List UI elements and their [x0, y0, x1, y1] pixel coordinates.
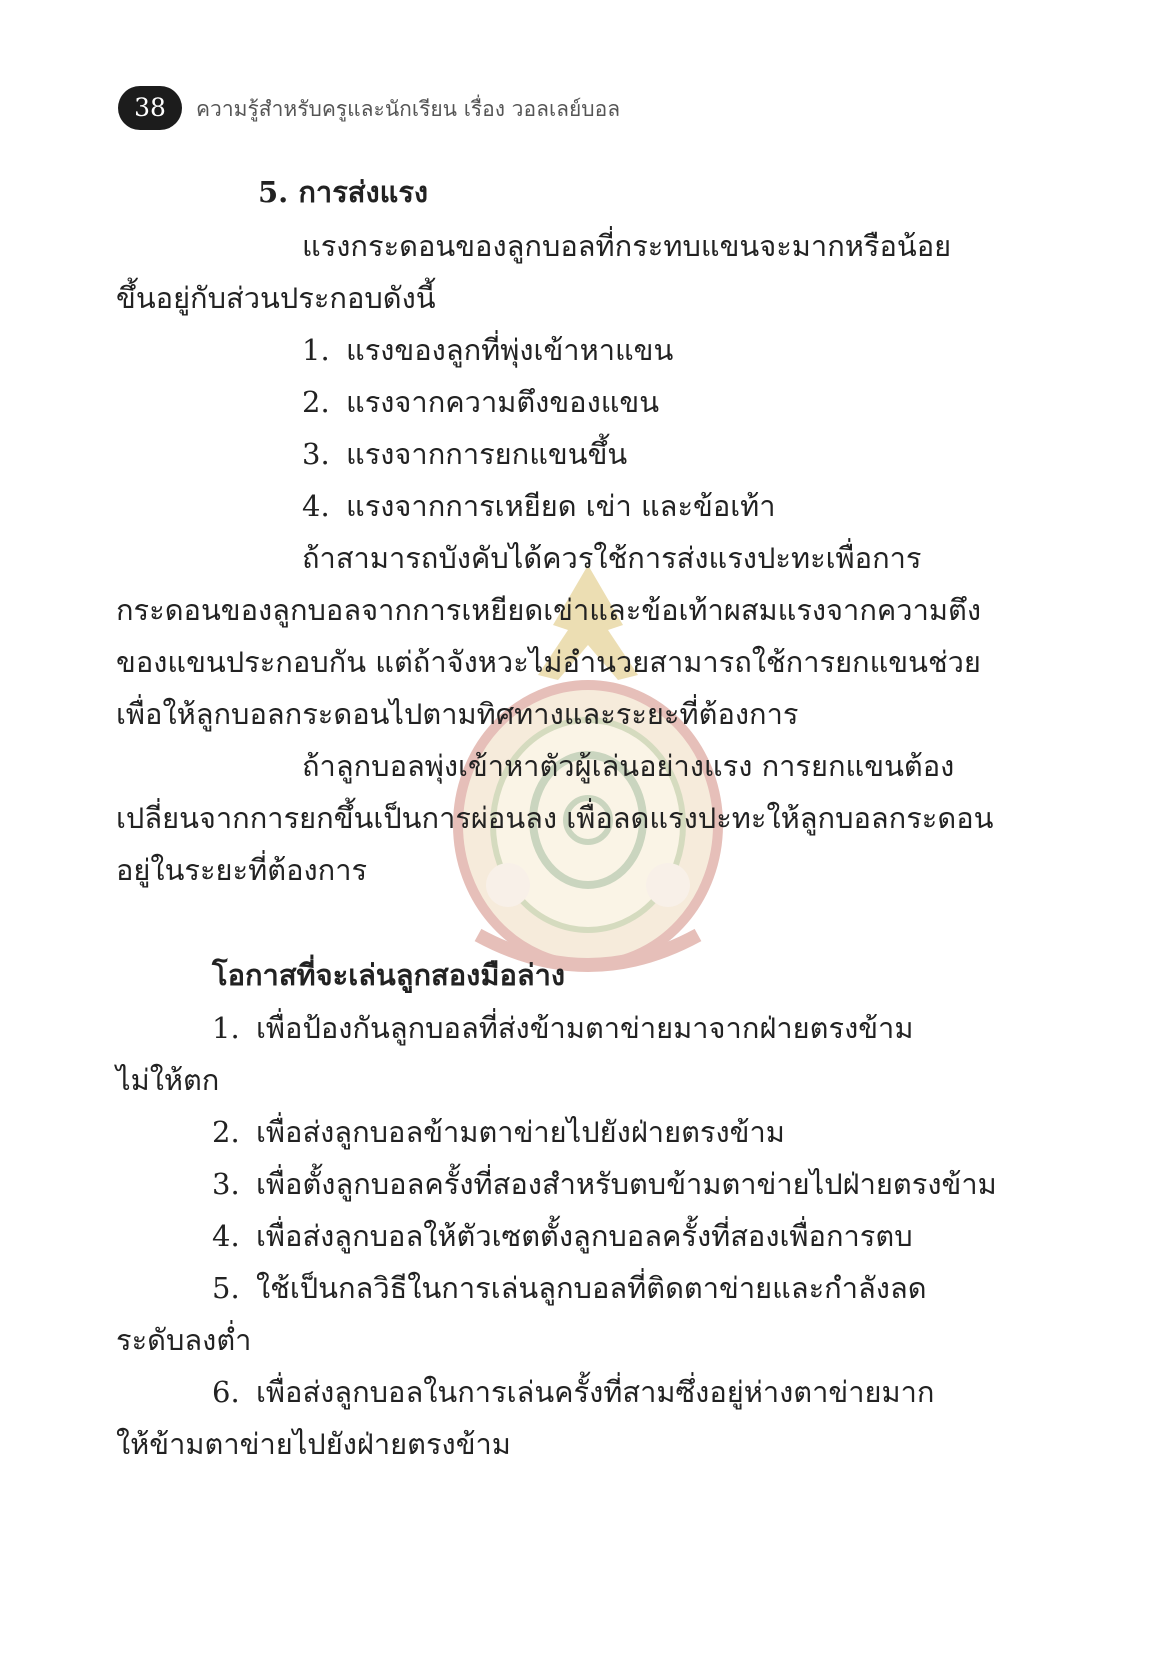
paragraph-line: ถ้าลูกบอลพุ่งเข้าหาตัวผู้เล่นอย่างแรง การยกแขนต้อง [302, 749, 955, 783]
list-item-number: 2. [212, 1115, 240, 1149]
list-item-text: ใช้เป็นกลวิธีในการเล่นลูกบอลที่ติดตาข่ายและกำลังลด [256, 1271, 927, 1305]
list-item-text: เพื่อส่งลูกบอลให้ตัวเซตตั้งลูกบอลครั้งที่สองเพื่อการตบ [256, 1219, 913, 1253]
section-heading: 5. การส่งแรง [258, 175, 429, 209]
paragraph-line: ขึ้นอยู่กับส่วนประกอบดังนี้ [116, 281, 436, 315]
paragraph-line: อยู่ในระยะที่ต้องการ [116, 853, 368, 887]
list-item-text: เพื่อตั้งลูกบอลครั้งที่สองสำหรับตบข้ามตาข่ายไปฝ่ายตรงข้าม [256, 1167, 997, 1201]
paragraph-line: เพื่อให้ลูกบอลกระดอนไปตามทิศทางและระยะที่ต้องการ [116, 697, 799, 731]
paragraph-line: ถ้าสามารถบังคับได้ควรใช้การส่งแรงปะทะเพื่อการ [302, 541, 922, 575]
paragraph-line: แรงกระดอนของลูกบอลที่กระทบแขนจะมากหรือน้อย [302, 229, 952, 263]
paragraph-line: ของแขนประกอบกัน แต่ถ้าจังหวะไม่อำนวยสามารถใช้การยกแขนช่วย [116, 645, 981, 679]
list-item [302, 486, 776, 526]
list-item-number: 3. [212, 1167, 240, 1201]
list-item-number: 4. [302, 489, 330, 523]
list-item [212, 1164, 997, 1204]
running-header: ความรู้สำหรับครูและนักเรียน เรื่อง วอลเลย์บอล [196, 97, 621, 121]
list-item [212, 1008, 913, 1048]
list-item [302, 330, 673, 370]
list-item [212, 1268, 927, 1308]
list-item-number: 2. [302, 385, 330, 419]
list-item-text: แรงจากการเหยียด เข่า และข้อเท้า [346, 489, 776, 523]
list-item-text: แรงของลูกที่พุ่งเข้าหาแขน [346, 333, 674, 367]
list-item-number: 1. [302, 333, 330, 367]
list-item [212, 1216, 913, 1256]
list-item-number: 5. [212, 1271, 240, 1305]
list-item-number: 1. [212, 1011, 240, 1045]
paragraph-line: เปลี่ยนจากการยกขึ้นเป็นการผ่อนลง เพื่อลดแรงปะทะให้ลูกบอลกระดอน [116, 801, 994, 835]
page-number-badge: 38 [118, 86, 182, 130]
list-item-number: 4. [212, 1219, 240, 1253]
list-item-continuation: ระดับลงต่ำ [116, 1323, 252, 1357]
section-heading: โอกาสที่จะเล่นลูกสองมือล่าง [212, 958, 566, 992]
list-item-number: 6. [212, 1375, 240, 1409]
list-item-text: เพื่อส่งลูกบอลข้ามตาข่ายไปยังฝ่ายตรงข้าม [256, 1115, 785, 1149]
list-item-text: แรงจากการยกแขนขึ้น [346, 437, 628, 471]
list-item [212, 1372, 934, 1412]
list-item-text: เพื่อป้องกันลูกบอลที่ส่งข้ามตาข่ายมาจากฝ่ายตรงข้าม [256, 1011, 914, 1045]
list-item-continuation: ไม่ให้ตก [116, 1063, 220, 1097]
list-item-text: เพื่อส่งลูกบอลในการเล่นครั้งที่สามซึ่งอยู่ห่างตาข่ายมาก [256, 1375, 935, 1409]
paragraph-line: กระดอนของลูกบอลจากการเหยียดเข่าและข้อเท้าผสมแรงจากความตึง [116, 593, 981, 627]
list-item-text: แรงจากความตึงของแขน [346, 385, 660, 419]
list-item [302, 382, 659, 422]
list-item [302, 434, 627, 474]
list-item [212, 1112, 785, 1152]
list-item-number: 3. [302, 437, 330, 471]
list-item-continuation: ให้ข้ามตาข่ายไปยังฝ่ายตรงข้าม [116, 1427, 511, 1461]
